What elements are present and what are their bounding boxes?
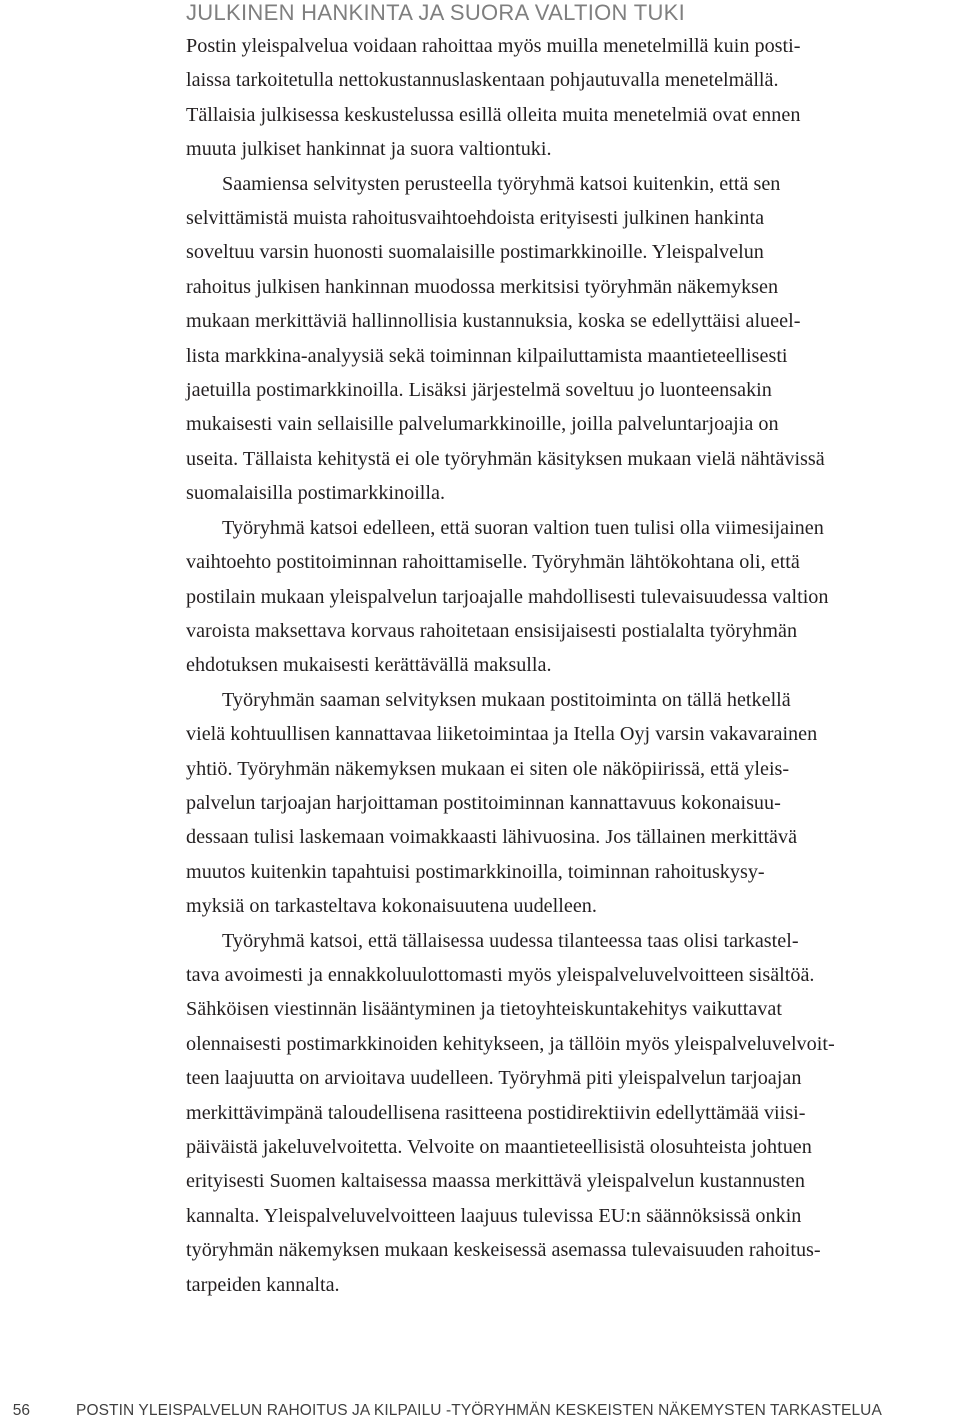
text-line: ehdotuksen mukaisesti kerättävällä maksulla.	[186, 654, 552, 677]
text-line: dessaan tulisi laskemaan voimakkaasti lähivuosina. Jos tällainen merkittävä	[186, 826, 798, 849]
text-line: laissa tarkoitetulla nettokustannuslaskentaan pohjautuvalla menetelmällä.	[186, 69, 779, 92]
section-heading: JULKINEN HANKINTA JA SUORA VALTION TUKI	[186, 0, 686, 25]
text-line: Työryhmän saaman selvityksen mukaan postitoiminta on tällä hetkellä	[222, 688, 791, 711]
text-line: muuta julkiset hankinnat ja suora valtiontuki.	[186, 138, 552, 161]
text-line: vielä kohtuullisen kannattavaa liiketoimintaa ja Itella Oyj varsin vakavarainen	[186, 723, 818, 746]
text-line: selvittämistä muista rahoitusvaihtoehdoista erityisesti julkinen hankinta	[186, 207, 765, 230]
text-line: merkittävimpänä taloudellisena rasitteena postidirektiivin edellyttämää viisi-	[186, 1101, 806, 1124]
text-line: rahoitus julkisen hankinnan muodossa merkitsisi työryhmän näkemyksen	[186, 275, 779, 298]
text-line: olennaisesti postimarkkinoiden kehitykseen, ja tällöin myös yleispalveluvelvoit-	[186, 1032, 835, 1055]
text-line: Postin yleispalvelua voidaan rahoittaa myös muilla menetelmillä kuin posti-	[186, 35, 801, 57]
page-footer	[0, 1399, 960, 1423]
text-line: yhtiö. Työryhmän näkemyksen mukaan ei siten ole näköpiirissä, että yleis-	[186, 757, 790, 780]
text-line: suomalaisilla postimarkkinoilla.	[186, 482, 446, 505]
text-line: mukaan merkittäviä hallinnollisia kustannuksia, koska se edellyttäisi alueel-	[186, 310, 801, 333]
text-line: palvelun tarjoajan harjoittaman postitoiminnan kannattavuus kokonaisuu-	[186, 791, 781, 814]
text-line: soveltuu varsin huonosti suomalaisille postimarkkinoille. Yleispalvelun	[186, 241, 764, 264]
paragraph-1	[186, 29, 958, 167]
text-line: kannalta. Yleispalveluvelvoitteen laajuus tulevissa EU:n säännöksissä onkin	[186, 1204, 802, 1227]
paragraph-2	[186, 167, 958, 511]
text-line: varoista maksettava korvaus rahoitetaan ensisijaisesti postialalta työryhmän	[186, 619, 798, 642]
paragraph-4	[186, 683, 958, 924]
text-line: mukaisesti vain sellaisille palvelumarkkinoille, joilla palveluntarjoajia on	[186, 413, 779, 436]
text-line: muutos kuitenkin tapahtuisi postimarkkinoilla, toiminnan rahoituskysy-	[186, 860, 765, 883]
text-line: teen laajuutta on arvioitava uudelleen. Työryhmä piti yleispalvelun tarjoajan	[186, 1067, 802, 1090]
text-line: Tällaisia julkisessa keskustelussa esillä olleita muita menetelmiä ovat ennen	[186, 103, 801, 126]
page-number: 56	[12, 1402, 30, 1419]
text-line: useita. Tällaista kehitystä ei ole työryhmän käsityksen mukaan vielä nähtävissä	[186, 447, 825, 470]
text-line: tava avoimesti ja ennakkoluulottomasti myös yleispalveluvelvoitteen sisältöä.	[186, 963, 815, 986]
text-line: erityisesti Suomen kaltaisessa maassa merkittävä yleispalvelun kustannusten	[186, 1170, 805, 1193]
text-line: Sähköisen viestinnän lisääntyminen ja tietoyhteiskuntakehitys vaikuttavat	[186, 998, 782, 1021]
text-line: Työryhmä katsoi, että tällaisessa uudessa tilanteessa taas olisi tarkastel-	[222, 929, 799, 952]
text-line: tarpeiden kannalta.	[186, 1273, 340, 1296]
paragraph-3	[186, 511, 958, 683]
text-line: Saamiensa selvitysten perusteella työryhmä katsoi kuitenkin, että sen	[222, 172, 781, 195]
running-title: POSTIN YLEISPALVELUN RAHOITUS JA KILPAILU -TYÖRYHMÄN KESKEISTEN NÄKEMYSTEN TARKASTELUA	[76, 1402, 882, 1419]
text-line: lista markkina-analyysiä sekä toiminnan kilpailuttamista maantieteellisesti	[186, 344, 788, 367]
text-line: jaetuilla postimarkkinoilla. Lisäksi järjestelmä soveltuu jo luonteensakin	[186, 379, 772, 402]
text-line: vaihtoehto postitoiminnan rahoittamiselle. Työryhmän lähtökohtana oli, että	[186, 551, 800, 574]
text-line: postilain mukaan yleispalvelun tarjoajalle mahdollisesti tulevaisuudessa valtion	[186, 585, 829, 608]
text-line: päiväistä jakeluvelvoitetta. Velvoite on maantieteellisistä olosuhteista johtuen	[186, 1136, 812, 1158]
paragraph-5	[186, 924, 958, 1302]
body-text	[186, 29, 958, 1302]
text-line: Työryhmä katsoi edelleen, että suoran valtion tuen tulisi olla viimesijainen	[222, 516, 824, 539]
text-line: myksiä on tarkasteltava kokonaisuutena uudelleen.	[186, 895, 597, 918]
text-line: työryhmän näkemyksen mukaan keskeisessä asemassa tulevaisuuden rahoitus-	[186, 1239, 821, 1262]
